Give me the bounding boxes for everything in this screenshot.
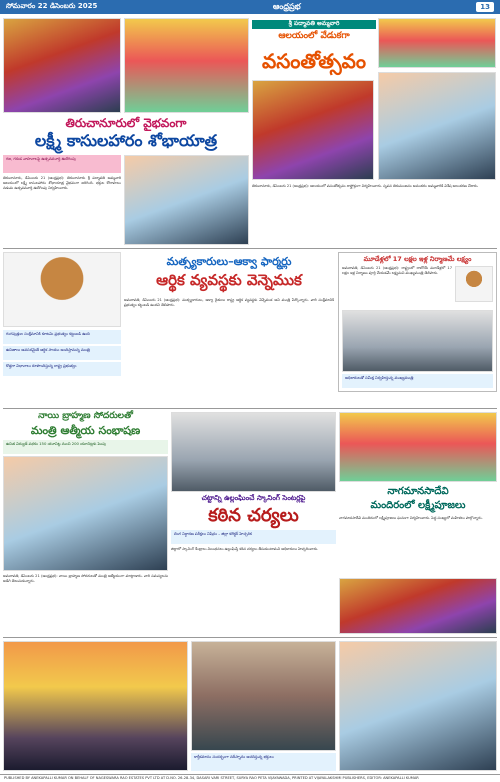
story8-caption: కార్తీకమాసం సందర్భంగా నదీస్నానం ఆచరిస్తున్న భక్తులు [191,753,336,771]
story3-bullet-3: కొత్తగా విధానాలు రూపొందిస్తున్న రాష్ట్ర ప్రభుత్వం [3,362,121,376]
story8-photo-bathers [191,641,336,751]
story8-photo-devotee [339,641,497,771]
story5-headline-main: మంత్రి ఆత్మీయ సంభాషణ [30,424,141,437]
story3-body: అమరావతి, డిసెంబరు 21 (ఆంధ్రప్రభ): మత్స్యకారులు, ఆక్వా రైతులు రాష్ట్ర ఆర్థిక వ్యవస్థకు వెన్నెముక అని మంత్రి పేర్కొన్నారు. వారి సంక్షేమానికి ప్రభుత్వం కట్టుబడి ఉందని తెలిపారు. [124,298,334,307]
story8-photo-sunset [3,641,188,771]
divider [3,408,497,409]
story1-headline-main: లక్ష్మీ కాసులహారం శోభాయాత్ర [34,131,218,150]
story5-body: అమరావతి, డిసెంబరు 21 (ఆంధ్రప్రభ): నాయి బ్రాహ్మణ సోదరులతో మంత్రి ఆత్మీయంగా మాట్లాడారు. వారి సమస్యలను అడిగి తెలుసుకున్నారు. [3,574,168,583]
page-header [0,0,500,14]
story2-photo-mid [252,80,374,180]
story7-photo-bottom [339,578,497,634]
story4-photo [342,310,493,372]
story1-headline-top: తిరుచానూరులో వైభవంగా [65,116,187,130]
page-date: సోమవారం 22 డిసెంబరు 2025 [6,2,98,10]
story2-photo-top [378,18,496,68]
story1-photo-left [3,18,121,113]
story1-body: తిరుచానూరు, డిసెంబరు 21 (ఆంధ్రప్రభ): తిరుచానూరు శ్రీ పద్మావతి అమ్మవారి ఆలయంలో లక్ష్మీ కాసులహారం శోభాయాత్ర వైభవంగా జరిగింది. భక్తుల కోలాహలం నడుమ ఉత్సవమూర్తి ఊరేగింపు నిర్వహించారు. [3,176,121,190]
story6-body: జిల్లాలో స్కానింగ్ కేంద్రాలు నిబంధనలు ఉల్లంఘిస్తే కఠిన చర్యలు తీసుకుంటామని అధికారులు హెచ్చరించారు. [171,547,319,551]
story7-headline-top: నాగమానసాదేవి [387,486,449,497]
story3-bullet-2: ఉచితాలు అవసరమైతే ఆర్థిక సాయం అందిస్తామన్న మంత్రి [3,346,121,360]
story5-sub: ఉచిత విద్యుత్ పథకం 150 యూనిట్ల నుంచి 200 యూనిట్లకు పెంపు [3,440,168,454]
story4-body: అమరావతి, డిసెంబరు 21 (ఆంధ్రప్రభ): రాష్ట్రంలో రాబోయే మూడేళ్లలో 17 లక్షల ఇళ్ల నిర్మాణం పూర్తి చేయడమే లక్ష్యమని ముఖ్యమంత్రి తెలిపారు. [342,266,452,275]
story2-kicker: శ్రీ పద్మావతి అమ్మవారి [252,20,376,29]
story6-photo [171,412,336,492]
divider [3,637,497,638]
story2-headline-top: ఆలయంలో వేడుకగా [278,31,350,41]
story2-body: తిరుచానూరు, డిసెంబరు 21 (ఆంధ్రప్రభ): ఆలయంలో వసంతోత్సవం శాస్త్రోక్తంగా నిర్వహించారు. స్నపన తిరుమంజనం అనంతరం అమ్మవారికి విశేష అలంకరణ చేశారు. [252,184,479,188]
story7-photo-top [339,412,497,482]
story2-headline-main: వసంతోత్సవం [262,49,366,73]
divider [3,248,497,249]
imprint-footer: PUBLISHED BY ANEKAPALLI KUMAR ON BEHALF OF NAGESWARA RAO ESTATES PVT LTD AT D.NO. 26-28-34, DASARI VARI STREET, SURYA RAO PETA VIJAYAWADA, PRINTED AT VIJAYALAKSHMI PUBLISHERS, EDITOR: ANEKAPALLI KUMAR [0,774,500,782]
story7-body: నాగమానసాదేవి మందిరంలో లక్ష్మీపూజలు ఘనంగా నిర్వహించారు. పెద్ద సంఖ్యలో మహిళలు పాల్గొన్నారు. [339,516,483,520]
page-number: 13 [476,2,494,12]
story5-photo [3,456,168,571]
story4-headline: మూడేళ్లలో 17 లక్షల ఇళ్ల నిర్మాణమే లక్ష్యం [363,255,472,263]
story1-caption: గజ, గరుడ వాహనాలపై ఉత్సవమూర్తి ఊరేగింపు [3,155,121,173]
story3-portrait [3,252,121,327]
story3-headline-main: ఆర్థిక వ్యవస్థకు వెన్నెముక [156,271,302,289]
story5-headline-top: నాయి బ్రాహ్మణ సోదరులతో [38,411,133,421]
story6-sub: లింగ నిర్ధారణ పరీక్షలు నిషేధం – జిల్లా కలెక్టర్ హెచ్చరిక [171,530,336,544]
story7-headline-main: మందిరంలో లక్ష్మీపూజలు [370,500,466,511]
story1-photo-right [124,18,249,113]
story2-photo-right [378,72,496,180]
story4-caption: అధికారులతో సమీక్ష నిర్వహిస్తున్న ముఖ్యమంత్రి [342,374,493,388]
story4-portrait [455,266,493,302]
story3-headline-top: మత్స్యకారులు–ఆక్వా ఫార్మర్లు [166,255,292,268]
story3-bullet-1: గంగపుత్రుల సంక్షేమానికి కూటమి ప్రభుత్వం కట్టుబడి ఉంది [3,330,121,344]
paper-name: ఆంధ్రప్రభ [272,1,301,11]
story6-headline-main: కఠిన చర్యలు [208,505,299,526]
story6-headline-top: చట్టాన్ని ఉల్లంఘించే స్కానింగ్ సెంటర్లపై [201,494,306,502]
story1-photo-bottom [124,155,249,245]
